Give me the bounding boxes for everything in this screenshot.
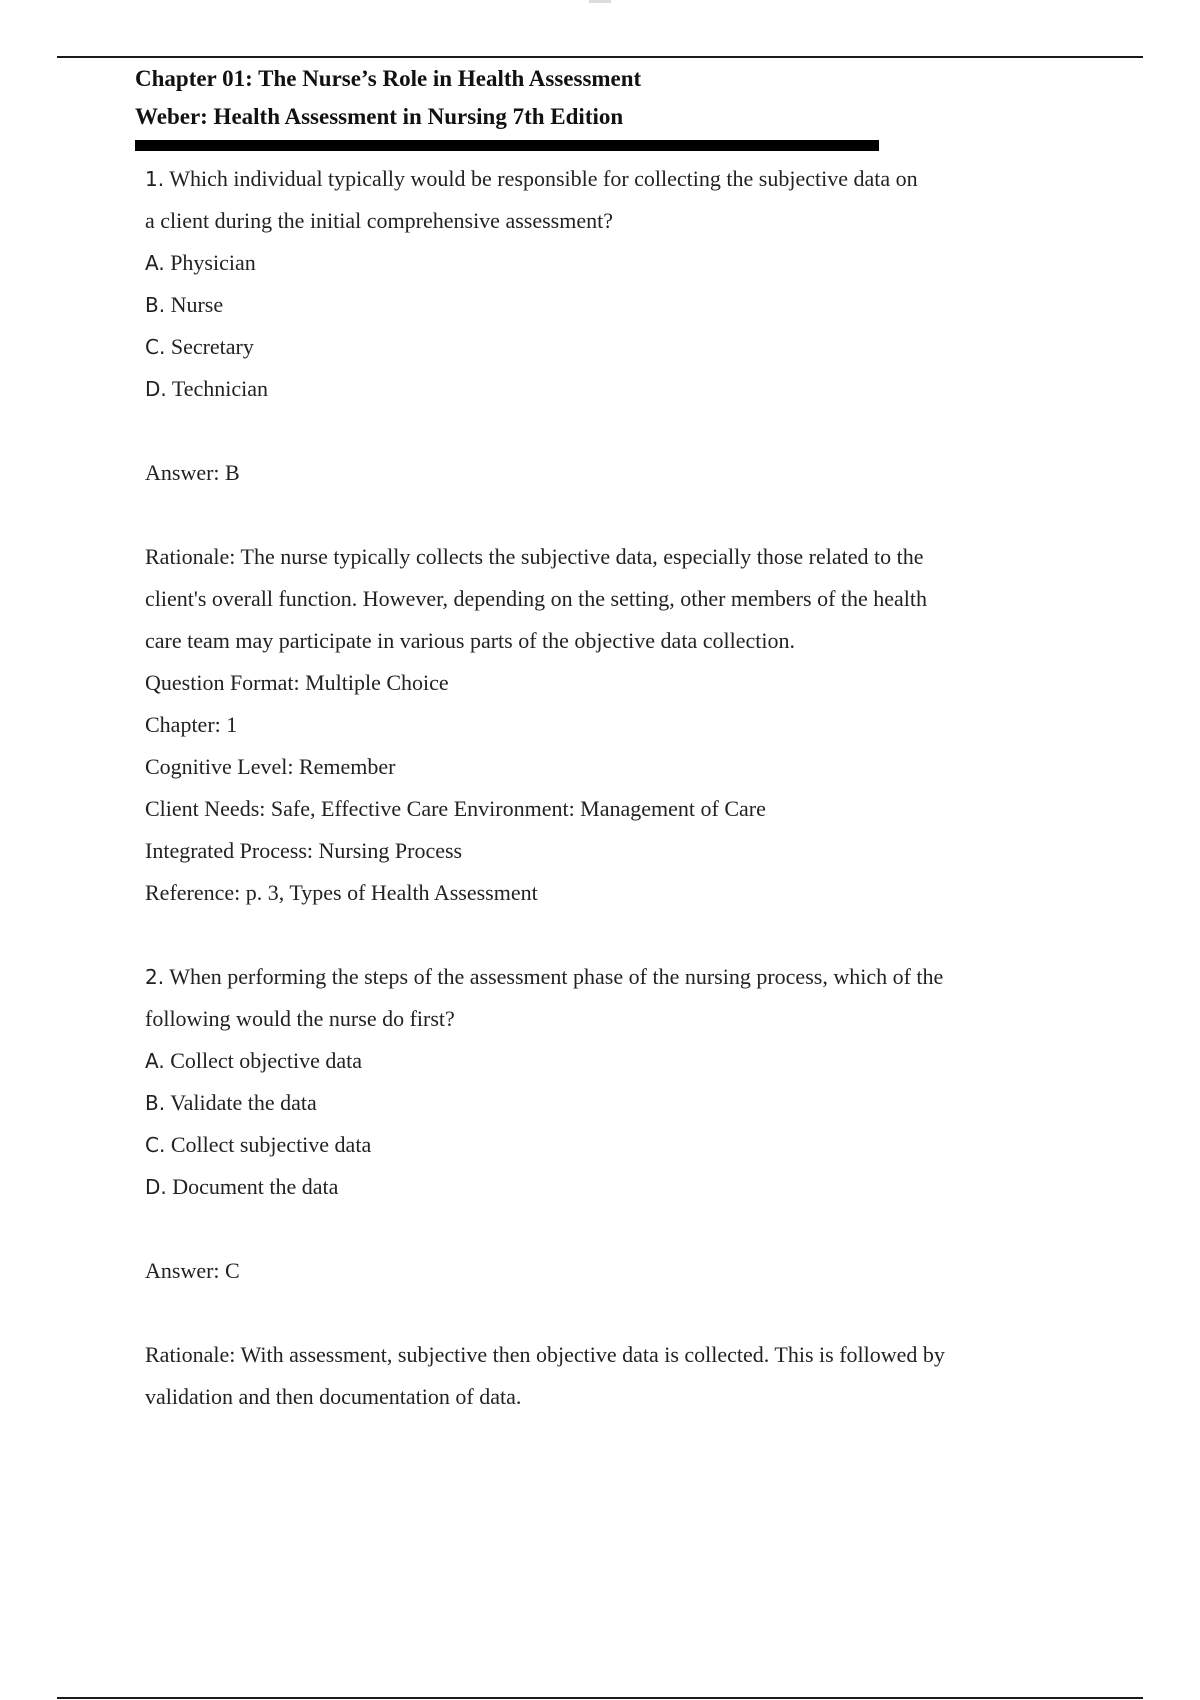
question-stem-line: a client during the initial comprehensive assessment? (145, 208, 613, 233)
book-title: Weber: Health Assessment in Nursing 7th Edition (135, 104, 624, 129)
rationale-line: Rationale: With assessment, subjective then objective data is collected. This is followed by (145, 1342, 945, 1367)
bottom-rule (57, 1697, 1143, 1699)
client-needs: Client Needs: Safe, Effective Care Environment: Management of Care (145, 796, 766, 821)
question-1 (145, 158, 1045, 914)
question-list (145, 158, 1045, 1418)
rationale-line: validation and then documentation of data. (145, 1384, 522, 1409)
option-text: Collect subjective data (170, 1132, 372, 1157)
answer-option-d (145, 1166, 1045, 1208)
answer-option-a (145, 1040, 1045, 1082)
answer-key: Answer: C (145, 1258, 240, 1283)
answer-option-b (145, 284, 1045, 326)
answer-option-b (145, 1082, 1045, 1124)
option-text: Collect objective data (170, 1048, 362, 1073)
option-letter: B. (145, 1091, 166, 1115)
option-text: Nurse (170, 292, 224, 317)
question-number: 1. (145, 167, 165, 191)
question-format: Question Format: Multiple Choice (145, 670, 449, 695)
answer-option-c (145, 1124, 1045, 1166)
option-text: Validate the data (170, 1090, 317, 1115)
header-divider (135, 140, 879, 151)
cognitive-level: Cognitive Level: Remember (145, 754, 396, 779)
answer-option-a (145, 242, 1045, 284)
page-top-tab (589, 0, 611, 3)
chapter-number: Chapter: 1 (145, 712, 238, 737)
question-stem (145, 956, 1045, 998)
option-text: Technician (171, 376, 269, 401)
option-text: Physician (170, 250, 256, 275)
option-text: Secretary (170, 334, 254, 359)
option-text: Document the data (172, 1174, 339, 1199)
option-letter: A. (145, 251, 165, 275)
integrated-process: Integrated Process: Nursing Process (145, 838, 463, 863)
answer-key: Answer: B (145, 460, 240, 485)
option-letter: D. (145, 377, 167, 401)
rationale-line: care team may participate in various parts of the objective data collection. (145, 628, 795, 653)
option-letter: A. (145, 1049, 165, 1073)
answer-option-c (145, 326, 1045, 368)
option-letter: B. (145, 293, 166, 317)
question-stem-line: Which individual typically would be responsible for collecting the subjective data on (169, 166, 918, 191)
reference: Reference: p. 3, Types of Health Assessment (145, 880, 538, 905)
option-letter: C. (145, 1133, 166, 1157)
rationale-line: Rationale: The nurse typically collects the subjective data, especially those related to the (145, 544, 924, 569)
question-number: 2. (145, 965, 165, 989)
option-letter: C. (145, 335, 166, 359)
rationale-line: client's overall function. However, depending on the setting, other members of the health (145, 586, 928, 611)
question-2 (145, 956, 1045, 1418)
option-letter: D. (145, 1175, 167, 1199)
question-stem-line: following would the nurse do first? (145, 1006, 455, 1031)
top-rule (57, 56, 1143, 58)
question-stem (145, 158, 1045, 200)
question-stem-line: When performing the steps of the assessment phase of the nursing process, which of the (169, 964, 944, 989)
document-header (135, 60, 895, 151)
chapter-title: Chapter 01: The Nurse’s Role in Health Assessment (135, 66, 642, 91)
answer-option-d (145, 368, 1045, 410)
